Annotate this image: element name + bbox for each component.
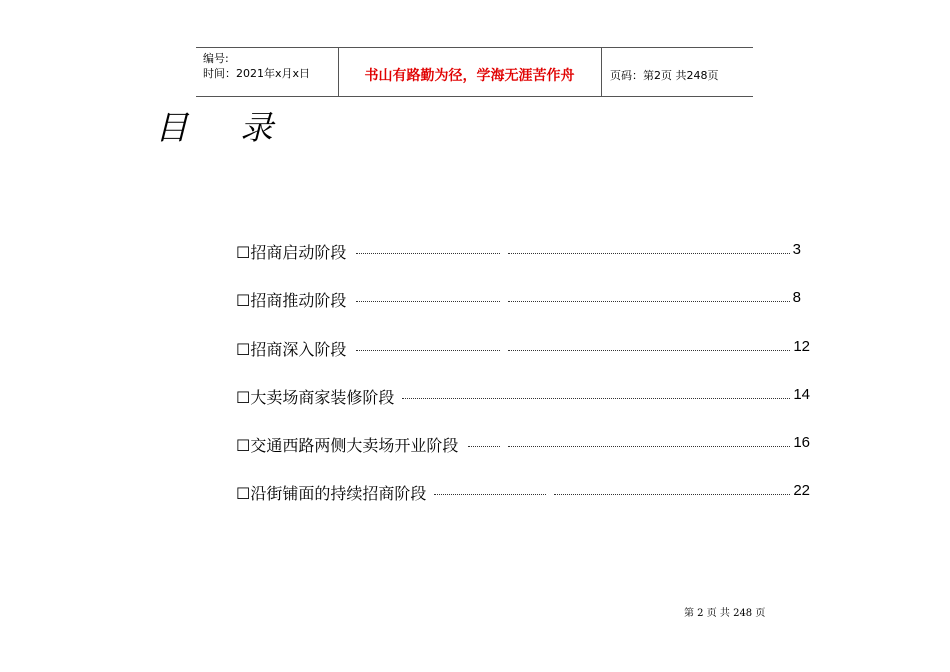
leader-dots bbox=[434, 494, 546, 495]
toc-entry-page: 12 bbox=[793, 338, 810, 355]
header-page-info: 页码：第2页 共248页 bbox=[610, 69, 719, 82]
header-meta-cell bbox=[196, 48, 339, 96]
toc-entry-page: 3 bbox=[792, 241, 801, 258]
toc-entry[interactable] bbox=[236, 385, 810, 407]
page-footer: 第 2 页 共 248 页 bbox=[684, 608, 766, 619]
leader-dots bbox=[356, 350, 500, 351]
time-label: 时间：2021年x月x日 bbox=[203, 67, 311, 80]
toc-entry-label: ☐沿街铺面的持续招商阶段 bbox=[236, 481, 426, 504]
toc-entry[interactable] bbox=[236, 337, 810, 359]
header-motto: 书山有路勤为径，学海无涯苦作舟 bbox=[364, 68, 575, 84]
toc-entry-page: 22 bbox=[793, 482, 810, 499]
toc-entry-page: 8 bbox=[792, 289, 801, 306]
leader-dots bbox=[402, 398, 790, 399]
toc-entry-label: ☐交通西路两侧大卖场开业阶段 bbox=[236, 433, 458, 456]
toc-entry[interactable] bbox=[236, 288, 810, 310]
leader-dots bbox=[508, 301, 790, 302]
leader-dots bbox=[468, 446, 500, 447]
leader-dots bbox=[508, 350, 790, 351]
toc-entry-page: 14 bbox=[793, 386, 810, 403]
toc-entry-label: ☐招商启动阶段 bbox=[236, 240, 346, 263]
toc-entry-label: ☐招商推动阶段 bbox=[236, 288, 346, 311]
header-motto-cell bbox=[338, 48, 602, 96]
leader-dots bbox=[508, 253, 790, 254]
leader-dots bbox=[356, 301, 500, 302]
toc-entry-label: ☐招商深入阶段 bbox=[236, 337, 346, 360]
header-page-cell bbox=[602, 48, 753, 96]
serial-label: 编号: bbox=[203, 52, 229, 65]
toc-entry-label: ☐大卖场商家装修阶段 bbox=[236, 385, 394, 408]
page-title: 目录 bbox=[155, 108, 325, 147]
leader-dots bbox=[554, 494, 790, 495]
leader-dots bbox=[508, 446, 790, 447]
toc-entry[interactable] bbox=[236, 433, 810, 455]
document-header bbox=[196, 47, 753, 97]
toc-entry[interactable] bbox=[236, 240, 810, 262]
toc-entry[interactable] bbox=[236, 481, 810, 503]
toc-entry-page: 16 bbox=[793, 434, 810, 451]
leader-dots bbox=[356, 253, 500, 254]
